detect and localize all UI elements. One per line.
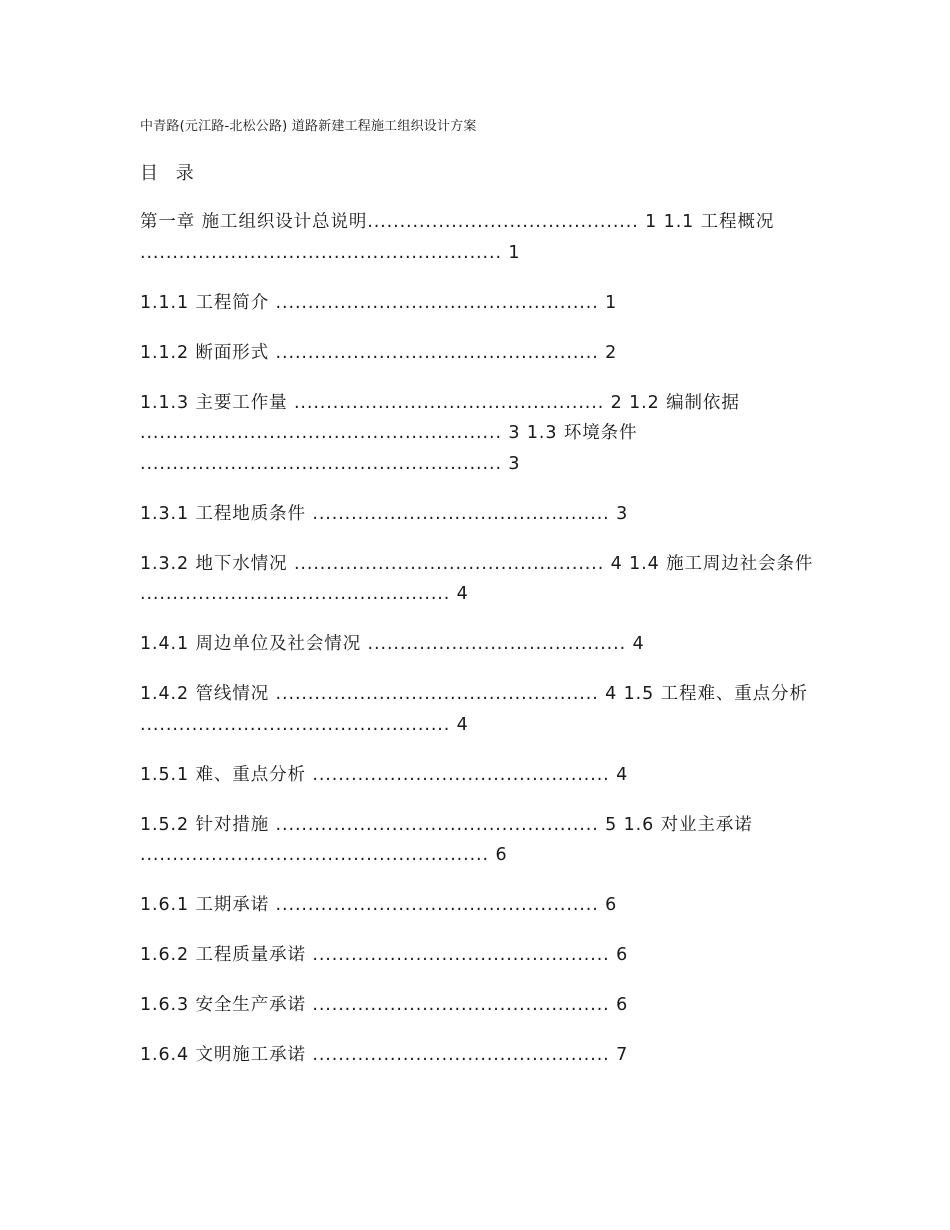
toc-entry-1-6-2[interactable]: 1.6.2 工程质量承诺 .............................................. 6 (140, 945, 629, 965)
toc-entry-1-4-2[interactable]: 1.4.2 管线情况 .................................................. 4 1.5 工程难、重点分析 ................................................ 4 (140, 684, 815, 735)
toc-entry-1-1-2[interactable]: 1.1.2 断面形式 .................................................. 2 (140, 342, 618, 363)
toc-entry-1-1-3[interactable]: 1.1.3 主要工作量 ................................................ 2 1.2 编制依据 ........................................................ 3 1.3 环境条件 ........................................................ 3 (140, 392, 747, 474)
toc-entry-1-5-2[interactable]: 1.5.2 针对措施 .................................................. 5 1.6 对业主承诺 ...................................................... 6 (140, 814, 760, 865)
toc-entry-chapter-1[interactable]: 第一章 施工组织设计总说明.......................................... 1 1.1 工程概况 ........................................................ 1 (140, 212, 781, 263)
toc-entry-1-5-1[interactable]: 1.5.1 难、重点分析 .............................................. 4 (140, 764, 629, 785)
toc-entry-1-4-1[interactable]: 1.4.1 周边单位及社会情况 ........................................ 4 (140, 634, 645, 654)
document-title: 中青路(元江路-北松公路) 道路新建工程施工组织设计方案 (140, 119, 477, 134)
toc-entry-1-6-1[interactable]: 1.6.1 工期承诺 .................................................. 6 (140, 895, 618, 915)
table-of-contents (140, 207, 820, 1090)
toc-entry-1-6-4[interactable]: 1.6.4 文明施工承诺 .............................................. 7 (140, 1045, 629, 1065)
toc-entry-1-3-1[interactable]: 1.3.1 工程地质条件 .............................................. 3 (140, 503, 629, 524)
toc-entry-1-6-3[interactable]: 1.6.3 安全生产承诺 .............................................. 6 (140, 995, 629, 1015)
toc-entry-1-3-2[interactable]: 1.3.2 地下水情况 ................................................ 4 1.4 施工周边社会条件 ................................................ 4 (140, 553, 820, 604)
toc-heading: 目 录 (140, 163, 200, 184)
toc-entry-1-1-1[interactable]: 1.1.1 工程简介 .................................................. 1 (140, 292, 618, 313)
